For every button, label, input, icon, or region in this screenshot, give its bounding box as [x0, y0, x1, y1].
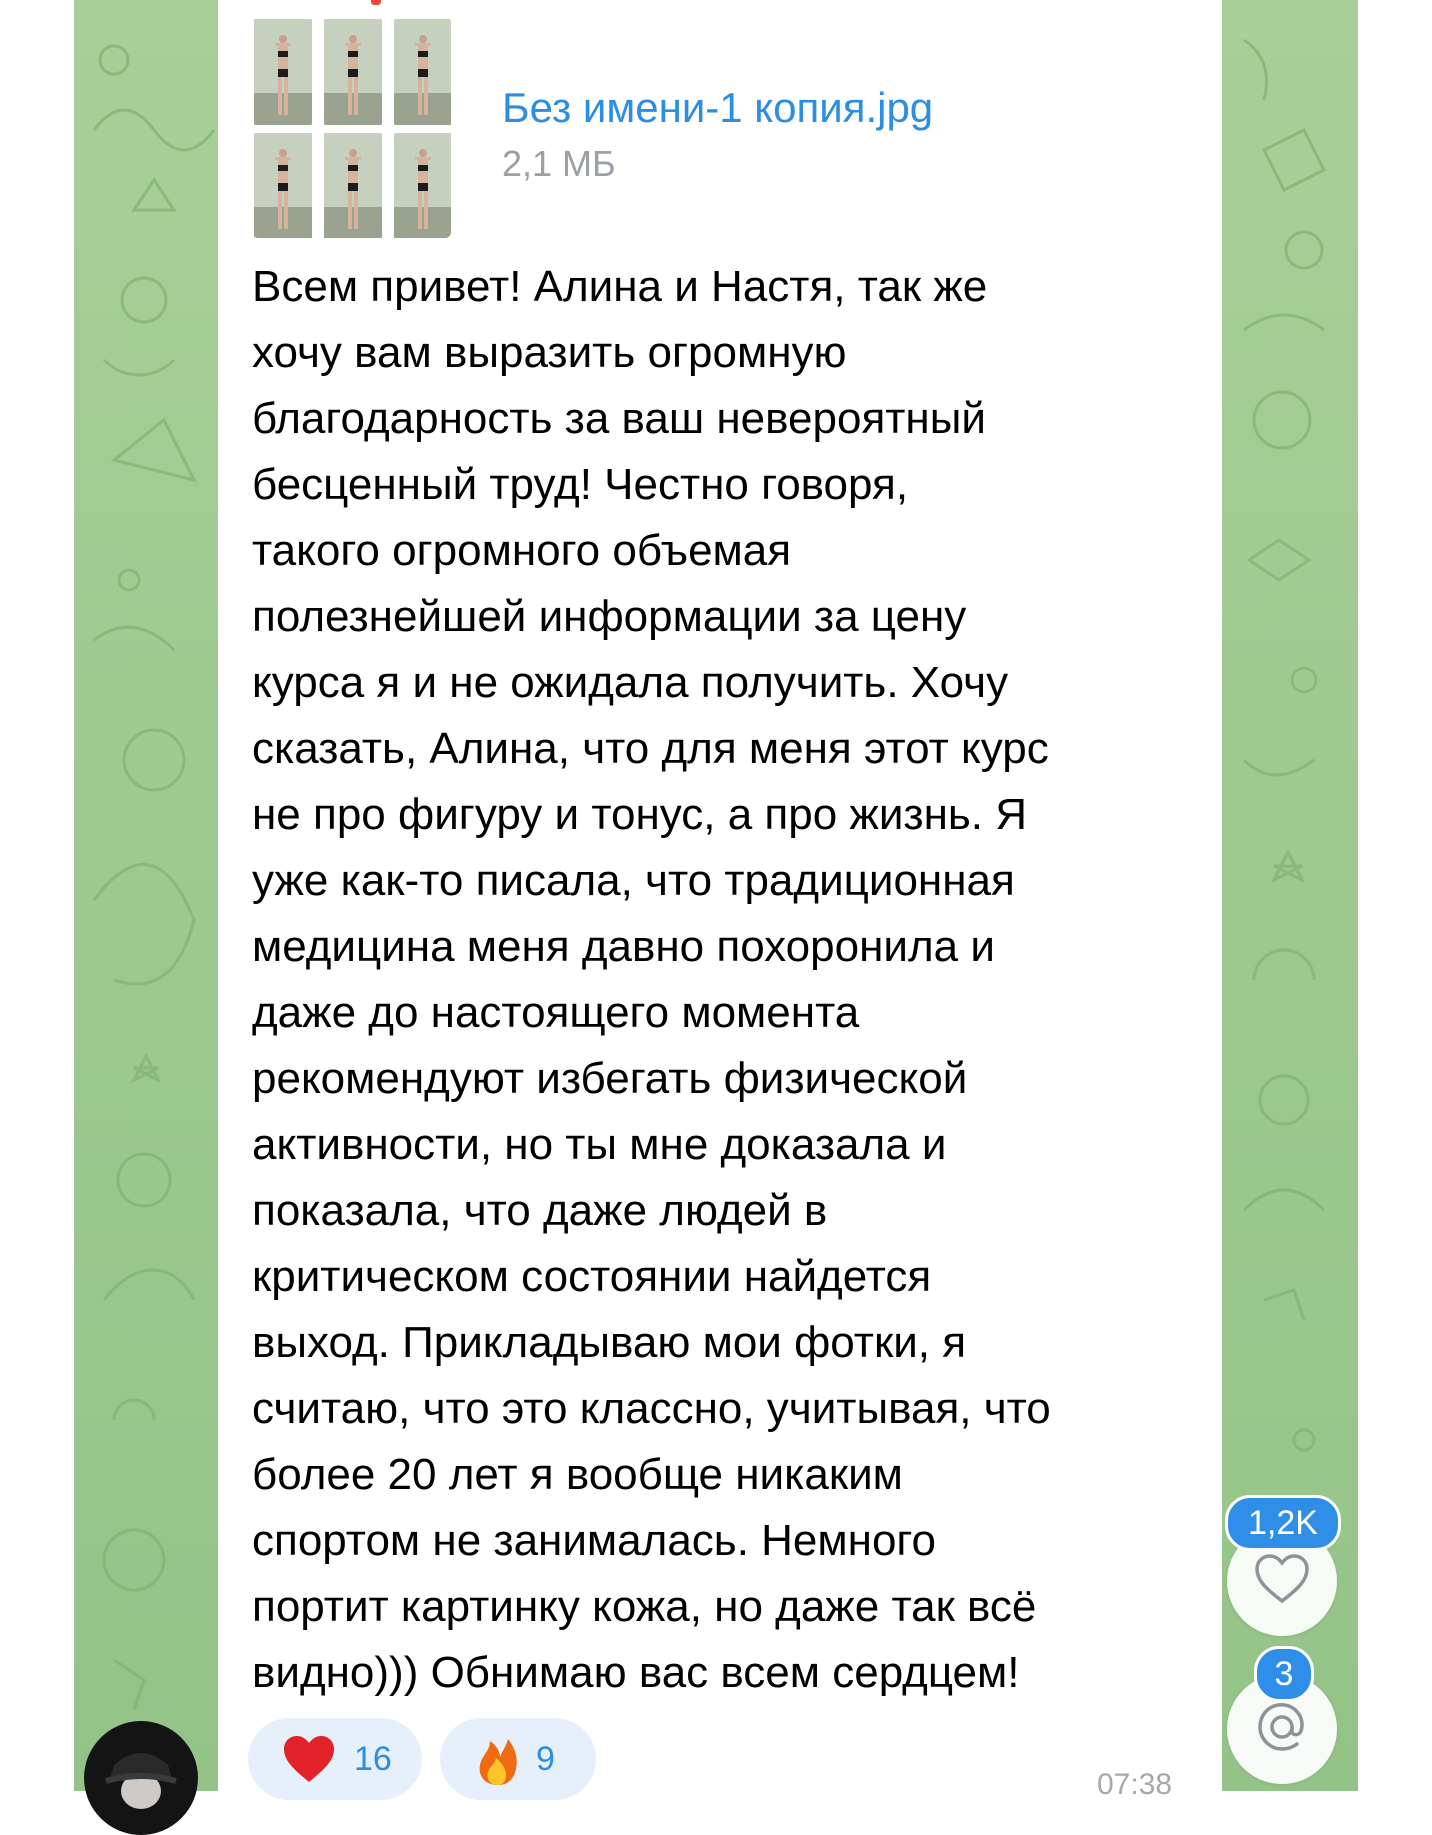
- attachment-file-size: 2,1 МБ: [502, 143, 616, 184]
- reaction-heart[interactable]: [248, 1718, 422, 1800]
- reactions-count-badge: 1,2K: [1225, 1495, 1341, 1551]
- red-heart-icon: [282, 1734, 336, 1784]
- collage-photo: [394, 19, 451, 125]
- fire-icon: [476, 1731, 520, 1787]
- message-text: Всем привет! Алина и Настя, так же хочу вам выразить огромную благодарность за ваш невероятный бесценный труд! Честно говоря, такого огромного объемая полезнейшей информации за цену курса я и не ожидала получить. Хочу сказать, Алина, что для меня этот курс не про фигуру и тонус, а про жизнь. Я уже как-то писала, что традиционная медицина меня давно похоронила и даже до настоящего момента рекомендуют избегать физической активности, но ты мне доказала и показала, что даже людей в критическом состоянии найдется выход. Прикладываю мои фотки, я считаю, что это классно, учитывая, что более 20 лет я вообще никаким спортом не занималась. Немного портит картинку кожа, но даже так всё видно))) Обнимаю вас всем сердцем!: [252, 262, 1051, 1697]
- reaction-count: 16: [354, 1739, 392, 1778]
- collage-photo: [324, 133, 382, 238]
- collage-photo: [394, 133, 451, 238]
- heart-outline-icon: [1253, 1553, 1311, 1610]
- at-sign-icon: [1255, 1700, 1309, 1759]
- collage-photo: [254, 133, 312, 238]
- collage-photo: [254, 19, 312, 125]
- sender-name-fragment: [371, 0, 381, 5]
- reaction-count: 9: [536, 1739, 555, 1778]
- photo-collage-thumbnail[interactable]: [252, 17, 451, 238]
- mentions-count-badge: 3: [1254, 1646, 1314, 1702]
- collage-photo: [324, 19, 382, 125]
- avatar[interactable]: [84, 1721, 198, 1835]
- reaction-fire[interactable]: [440, 1718, 596, 1800]
- attachment-file-name[interactable]: Без имени-1 копия.jpg: [502, 84, 934, 131]
- message-time: 07:38: [1097, 1768, 1173, 1801]
